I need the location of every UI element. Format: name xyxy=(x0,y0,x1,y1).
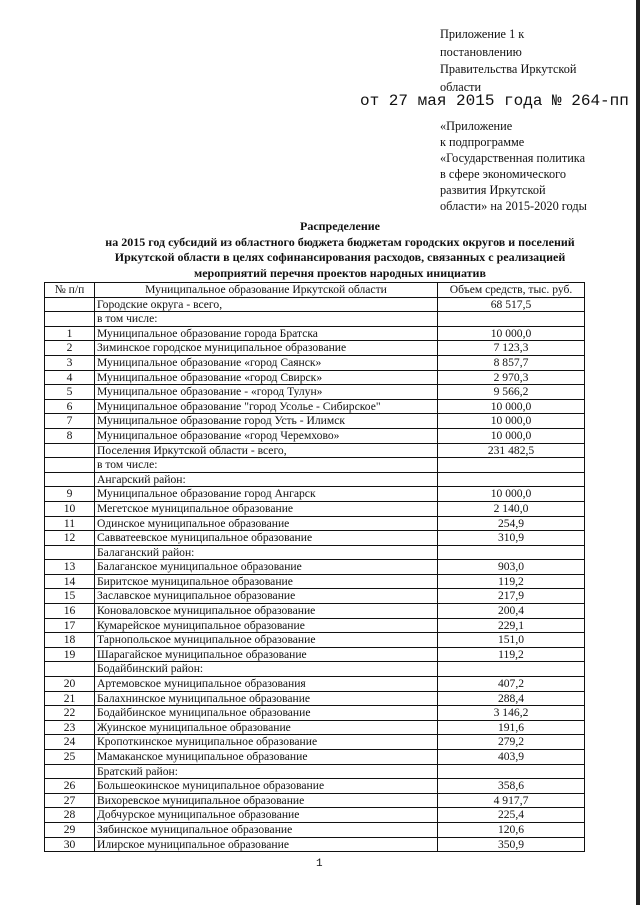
row-municipality: Балаганский район: xyxy=(95,545,438,560)
sub-line: «Приложение xyxy=(440,119,513,133)
table-row xyxy=(45,516,585,531)
appendix-header xyxy=(440,26,577,96)
row-municipality: Жуинское муниципальное образование xyxy=(95,720,438,735)
sub-line: к подпрограмме xyxy=(440,134,525,149)
row-amount: 119,2 xyxy=(438,574,585,589)
row-municipality: Зиминское городское муниципальное образование xyxy=(95,341,438,356)
table-row xyxy=(45,531,585,546)
table-row xyxy=(45,472,585,487)
row-amount: 191,6 xyxy=(438,720,585,735)
row-number: 1 xyxy=(45,326,95,341)
row-amount xyxy=(438,545,585,560)
table-row xyxy=(45,341,585,356)
row-amount: 4 917,7 xyxy=(438,793,585,808)
table-row xyxy=(45,779,585,794)
table-row xyxy=(45,501,585,516)
row-amount xyxy=(438,764,585,779)
row-amount: 7 123,3 xyxy=(438,341,585,356)
row-municipality: Муниципальное образование «город Черемхово» xyxy=(95,428,438,443)
title-line: Распределение xyxy=(299,219,381,233)
table-row xyxy=(45,560,585,575)
row-amount xyxy=(438,472,585,487)
row-number: 19 xyxy=(45,647,95,662)
row-amount: 903,0 xyxy=(438,560,585,575)
table-row xyxy=(45,720,585,735)
row-number: 29 xyxy=(45,822,95,837)
row-number: 20 xyxy=(45,677,95,692)
row-number: 25 xyxy=(45,750,95,765)
row-number: 7 xyxy=(45,414,95,429)
title-line: мероприятий перечня проектов народных инициатив xyxy=(194,265,486,280)
row-amount: 10 000,0 xyxy=(438,414,585,429)
row-number xyxy=(45,297,95,312)
row-number: 10 xyxy=(45,501,95,516)
row-amount: 120,6 xyxy=(438,822,585,837)
sub-line: развития Иркутской xyxy=(440,182,546,197)
row-number: 4 xyxy=(45,370,95,385)
row-municipality: Одинское муниципальное образование xyxy=(95,516,438,531)
row-municipality: Городские округа - всего, xyxy=(95,297,438,312)
table-row xyxy=(45,414,585,429)
row-number: 22 xyxy=(45,706,95,721)
row-municipality: Муниципальное образование города Братска xyxy=(95,326,438,341)
header-municipality: Муниципальное образование Иркутской области xyxy=(95,283,438,298)
row-municipality: Артемовское муниципальное образования xyxy=(95,677,438,692)
appendix-subprogram xyxy=(440,119,587,214)
table-row xyxy=(45,487,585,502)
row-municipality: в том числе: xyxy=(95,312,438,327)
table-row xyxy=(45,677,585,692)
row-amount: 3 146,2 xyxy=(438,706,585,721)
row-amount: 9 566,2 xyxy=(438,385,585,400)
row-amount: 8 857,7 xyxy=(438,355,585,370)
row-municipality: Муниципальное образование «город Саянск» xyxy=(95,355,438,370)
row-number: 30 xyxy=(45,837,95,852)
row-number: 2 xyxy=(45,341,95,356)
row-amount xyxy=(438,662,585,677)
row-number xyxy=(45,458,95,473)
row-amount xyxy=(438,312,585,327)
row-number: 11 xyxy=(45,516,95,531)
table-row xyxy=(45,458,585,473)
table-row xyxy=(45,326,585,341)
row-number xyxy=(45,545,95,560)
row-municipality: Заславское муниципальное образование xyxy=(95,589,438,604)
row-amount: 254,9 xyxy=(438,516,585,531)
table-row xyxy=(45,399,585,414)
row-municipality: Муниципальное образование город Ангарск xyxy=(95,487,438,502)
row-amount: 2 140,0 xyxy=(438,501,585,516)
row-municipality: Большеокинское муниципальное образование xyxy=(95,779,438,794)
row-amount: 119,2 xyxy=(438,647,585,662)
row-amount xyxy=(438,458,585,473)
row-municipality: Зябинское муниципальное образование xyxy=(95,822,438,837)
row-municipality: Вихоревское муниципальное образование xyxy=(95,793,438,808)
table-row xyxy=(45,428,585,443)
table-row xyxy=(45,808,585,823)
title-line: Иркутской области в целях софинансирования расходов, связанных с реализацией xyxy=(114,250,566,265)
table-row xyxy=(45,662,585,677)
row-amount: 229,1 xyxy=(438,618,585,633)
row-municipality: Бодайбинский район: xyxy=(95,662,438,677)
row-number: 14 xyxy=(45,574,95,589)
table-row xyxy=(45,385,585,400)
row-amount: 10 000,0 xyxy=(438,399,585,414)
row-amount: 2 970,3 xyxy=(438,370,585,385)
row-amount: 10 000,0 xyxy=(438,428,585,443)
table-row xyxy=(45,589,585,604)
row-number: 12 xyxy=(45,531,95,546)
table-row xyxy=(45,545,585,560)
sub-line: в сфере экономического xyxy=(440,166,567,181)
sub-line: «Государственная политика xyxy=(440,150,586,165)
row-number: 17 xyxy=(45,618,95,633)
table-row xyxy=(45,618,585,633)
row-municipality: Мамаканское муниципальное образование xyxy=(95,750,438,765)
row-amount: 231 482,5 xyxy=(438,443,585,458)
page-number: 1 xyxy=(316,858,323,870)
row-number: 9 xyxy=(45,487,95,502)
row-amount: 200,4 xyxy=(438,604,585,619)
table-row xyxy=(45,647,585,662)
row-number xyxy=(45,764,95,779)
appendix-line: Приложение 1 к xyxy=(440,27,525,41)
table-row xyxy=(45,297,585,312)
table-row xyxy=(45,750,585,765)
table-row xyxy=(45,837,585,852)
row-number: 6 xyxy=(45,399,95,414)
row-amount: 10 000,0 xyxy=(438,487,585,502)
header-amount: Объем средств, тыс. руб. xyxy=(438,283,585,298)
document-title xyxy=(40,219,640,281)
row-number: 3 xyxy=(45,355,95,370)
row-municipality: Братский район: xyxy=(95,764,438,779)
row-municipality: Савватеевское муниципальное образование xyxy=(95,531,438,546)
appendix-line: Правительства Иркутской xyxy=(440,62,577,77)
row-number: 21 xyxy=(45,691,95,706)
appendix-line: постановлению xyxy=(440,44,522,59)
sub-line: области» на 2015-2020 годы xyxy=(440,198,587,213)
table-row xyxy=(45,633,585,648)
row-number: 8 xyxy=(45,428,95,443)
row-municipality: Муниципальное образование «город Свирск» xyxy=(95,370,438,385)
row-municipality: Шарагайское муниципальное образование xyxy=(95,647,438,662)
table-row xyxy=(45,691,585,706)
row-municipality: Добчурское муниципальное образование xyxy=(95,808,438,823)
distribution-table xyxy=(44,282,585,852)
row-number: 27 xyxy=(45,793,95,808)
table-row xyxy=(45,312,585,327)
row-amount: 151,0 xyxy=(438,633,585,648)
row-municipality: Ангарский район: xyxy=(95,472,438,487)
row-amount: 358,6 xyxy=(438,779,585,794)
row-municipality: Биритское муниципальное образование xyxy=(95,574,438,589)
row-number: 5 xyxy=(45,385,95,400)
row-number: 13 xyxy=(45,560,95,575)
row-municipality: Мегетское муниципальное образование xyxy=(95,501,438,516)
header-number: № п/п xyxy=(45,283,95,298)
table-row xyxy=(45,355,585,370)
row-number xyxy=(45,472,95,487)
row-amount: 407,2 xyxy=(438,677,585,692)
row-municipality: Поселения Иркутской области - всего, xyxy=(95,443,438,458)
row-municipality: Балахнинское муниципальное образование xyxy=(95,691,438,706)
row-number: 24 xyxy=(45,735,95,750)
row-number: 26 xyxy=(45,779,95,794)
row-number: 23 xyxy=(45,720,95,735)
table-row xyxy=(45,604,585,619)
row-municipality: Бодайбинское муниципальное образование xyxy=(95,706,438,721)
row-municipality: Тарнопольское муниципальное образование xyxy=(95,633,438,648)
row-number: 28 xyxy=(45,808,95,823)
scan-edge xyxy=(636,0,640,905)
row-amount: 225,4 xyxy=(438,808,585,823)
row-number xyxy=(45,662,95,677)
row-municipality: Кропоткинское муниципальное образование xyxy=(95,735,438,750)
row-amount: 310,9 xyxy=(438,531,585,546)
row-amount: 217,9 xyxy=(438,589,585,604)
table-header-row xyxy=(45,283,585,298)
date-line: от 27 мая 2015 года № 264-пп xyxy=(360,92,629,110)
row-municipality: Балаганское муниципальное образование xyxy=(95,560,438,575)
table-row xyxy=(45,574,585,589)
table-row xyxy=(45,706,585,721)
table-row xyxy=(45,443,585,458)
row-municipality: Коноваловское муниципальное образование xyxy=(95,604,438,619)
row-number: 16 xyxy=(45,604,95,619)
row-number xyxy=(45,312,95,327)
row-municipality: в том числе: xyxy=(95,458,438,473)
table-row xyxy=(45,793,585,808)
table-row xyxy=(45,370,585,385)
table-row xyxy=(45,764,585,779)
table-row xyxy=(45,822,585,837)
table-row xyxy=(45,735,585,750)
row-amount: 279,2 xyxy=(438,735,585,750)
row-municipality: Муниципальное образование - «город Тулун» xyxy=(95,385,438,400)
row-amount: 68 517,5 xyxy=(438,297,585,312)
row-amount: 288,4 xyxy=(438,691,585,706)
row-number xyxy=(45,443,95,458)
row-municipality: Илирское муниципальное образование xyxy=(95,837,438,852)
row-amount: 350,9 xyxy=(438,837,585,852)
row-amount: 10 000,0 xyxy=(438,326,585,341)
appendix-line: области xyxy=(440,79,482,94)
row-number: 18 xyxy=(45,633,95,648)
row-municipality: Муниципальное образование город Усть - Илимск xyxy=(95,414,438,429)
row-amount: 403,9 xyxy=(438,750,585,765)
row-municipality: Муниципальное образование "город Усолье - Сибирское" xyxy=(95,399,438,414)
row-municipality: Кумарейское муниципальное образование xyxy=(95,618,438,633)
title-line: на 2015 год субсидий из областного бюджета бюджетам городских округов и поселений xyxy=(105,234,575,249)
row-number: 15 xyxy=(45,589,95,604)
